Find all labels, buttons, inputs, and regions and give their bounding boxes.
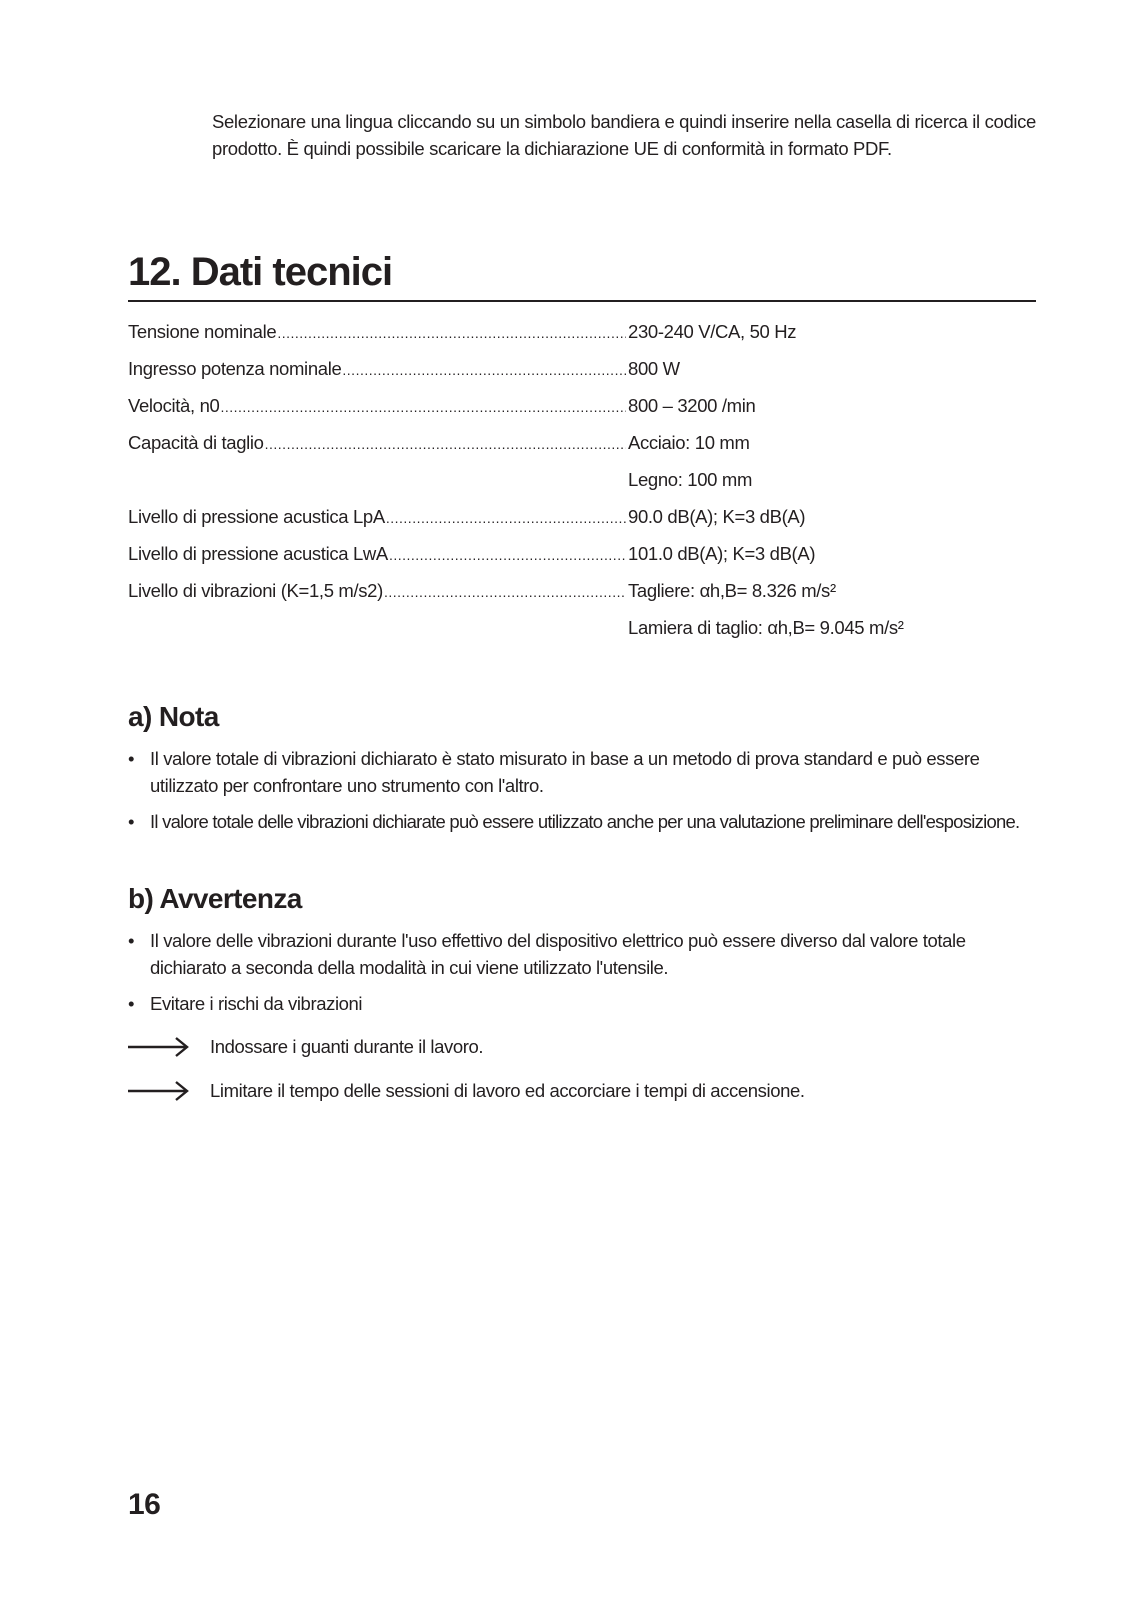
spec-row bbox=[128, 579, 1036, 616]
arrow-right-icon bbox=[128, 1036, 190, 1058]
arrow-right-icon bbox=[128, 1080, 190, 1102]
dot-leader bbox=[384, 580, 626, 604]
spec-label: Livello di vibrazioni (K=1,5 m/s2) bbox=[128, 580, 383, 601]
list-item-text: Il valore totale di vibrazioni dichiarato è stato misurato in base a un metodo di prova standard e può essere utilizzato per confrontare uno strumento con l'altro. bbox=[150, 748, 980, 796]
spec-value: 101.0 dB(A); K=3 dB(A) bbox=[628, 543, 816, 564]
list-item-text: Il valore delle vibrazioni durante l'uso effettivo del dispositivo elettrico può essere diverso dal valore totale dichiarato a seconda della modalità in cui viene utilizzato l'utensile. bbox=[150, 930, 966, 978]
spec-value: 800 W bbox=[628, 358, 680, 379]
dot-leader bbox=[342, 358, 626, 382]
spec-row bbox=[128, 357, 1036, 394]
intro-paragraph: Selezionare una lingua cliccando su un simbolo bandiera e quindi inserire nella casella di ricerca il codice prodotto. È quindi possibile scaricare la dichiarazione UE di conformità in formato PDF. bbox=[212, 111, 1036, 159]
list-item bbox=[128, 808, 1040, 835]
spec-row bbox=[128, 505, 1036, 542]
dot-leader bbox=[220, 395, 626, 419]
bullet-icon: • bbox=[128, 930, 135, 951]
spec-label: Livello di pressione acustica LwA bbox=[128, 543, 388, 564]
spec-label: Tensione nominale bbox=[128, 321, 277, 342]
bullet-icon: • bbox=[128, 748, 135, 769]
arrow-item-text: Limitare il tempo delle sessioni di lavoro ed accorciare i tempi di accensione. bbox=[210, 1080, 805, 1101]
arrow-list-item bbox=[128, 1080, 805, 1102]
list-item-text: Il valore totale delle vibrazioni dichiarate può essere utilizzato anche per una valutazione preliminare dell'esposizione. bbox=[150, 811, 1020, 832]
page-number: 16 bbox=[128, 1488, 161, 1521]
list-item bbox=[128, 927, 1040, 981]
dot-leader bbox=[386, 506, 626, 530]
spec-label: Capacità di taglio bbox=[128, 432, 264, 453]
spec-value: Acciaio: 10 mm bbox=[628, 432, 750, 453]
nota-heading: a) Nota bbox=[128, 701, 219, 732]
spec-value: Lamiera di taglio: αh,B= 9.045 m/s² bbox=[628, 617, 904, 638]
section-title: 12. Dati tecnici bbox=[128, 246, 1036, 302]
spec-row bbox=[128, 542, 1036, 579]
spec-row bbox=[128, 468, 1036, 505]
list-item-text: Evitare i rischi da vibrazioni bbox=[150, 993, 363, 1014]
arrow-item-text: Indossare i guanti durante il lavoro. bbox=[210, 1036, 484, 1057]
spec-label: Ingresso potenza nominale bbox=[128, 358, 342, 379]
spec-value: Legno: 100 mm bbox=[628, 469, 753, 490]
bullet-icon: • bbox=[128, 993, 135, 1014]
dot-leader bbox=[265, 432, 626, 456]
spec-label: Livello di pressione acustica LpA bbox=[128, 506, 385, 527]
avvertenza-heading: b) Avvertenza bbox=[128, 883, 302, 914]
spec-row bbox=[128, 394, 1036, 431]
list-item bbox=[128, 745, 1040, 799]
spec-value: 90.0 dB(A); K=3 dB(A) bbox=[628, 506, 806, 527]
spec-row bbox=[128, 431, 1036, 468]
spec-table bbox=[128, 320, 1036, 653]
dot-leader bbox=[277, 321, 626, 345]
nota-list bbox=[128, 745, 1040, 844]
dot-leader bbox=[389, 543, 626, 567]
spec-label: Velocità, n0 bbox=[128, 395, 220, 416]
list-item bbox=[128, 990, 1040, 1017]
spec-value: 800 – 3200 /min bbox=[628, 395, 756, 416]
avvertenza-list bbox=[128, 927, 1040, 1026]
arrow-list-item bbox=[128, 1036, 483, 1058]
spec-value: Tagliere: αh,B= 8.326 m/s² bbox=[628, 580, 836, 601]
bullet-icon: • bbox=[128, 811, 135, 832]
spec-row bbox=[128, 320, 1036, 357]
spec-value: 230-240 V/CA, 50 Hz bbox=[628, 321, 797, 342]
spec-row bbox=[128, 616, 1036, 653]
